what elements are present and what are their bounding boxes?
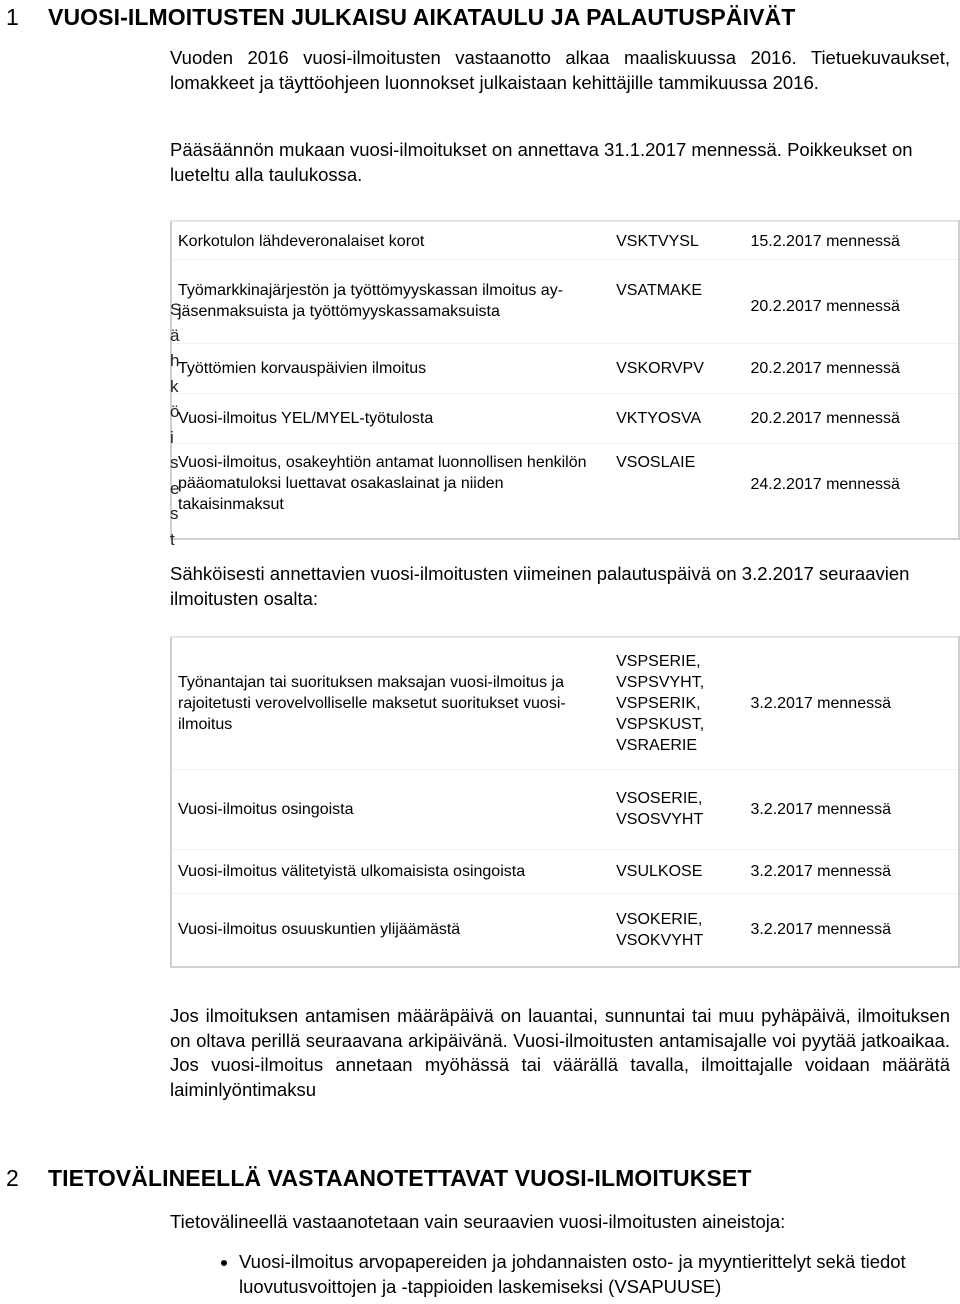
row-date: 3.2.2017 mennessä xyxy=(750,800,891,818)
medium-reports-list xyxy=(205,1250,960,1299)
intro-paragraph: Vuoden 2016 vuosi-ilmoitusten vastaanotto alkaa maaliskuussa 2016. Tietuekuvaukset, lomakkeet ja täyttöohjeen luonnokset julkaistaan kehittäjille tammikuussa 2016. xyxy=(170,47,950,93)
row-date: 24.2.2017 mennessä xyxy=(750,475,900,493)
section-1-heading xyxy=(6,4,956,31)
table-row xyxy=(171,221,959,259)
row-date: 20.2.2017 mennessä xyxy=(750,409,900,427)
row-date: 20.2.2017 mennessä xyxy=(750,297,900,315)
row-date: 3.2.2017 mennessä xyxy=(750,862,891,880)
section-number: 2 xyxy=(6,1165,19,1191)
table-row xyxy=(171,393,959,443)
row-date: 15.2.2017 mennessä xyxy=(750,233,900,250)
table-row xyxy=(171,893,959,967)
list-item: • Vuosi-ilmoitus arvopapereiden ja johdannaisten osto- ja myyntierittelyt sekä tiedot luovutusvoittojen ja -tappioiden laskemiseksi (VSAPUUSE) xyxy=(239,1250,960,1299)
row-code: VSATMAKE xyxy=(616,281,703,299)
row-description: Korkotulon lähdeveronalaiset korot xyxy=(178,233,425,250)
row-code: VSOSLAIE xyxy=(616,453,696,471)
rule-paragraph: Pääsäännön mukaan vuosi-ilmoitukset on annettava 31.1.2017 mennessä. Poikkeukset on lueteltu alla taulukossa. xyxy=(170,139,913,185)
section-title: TIETOVÄLINEELLÄ VASTAANOTETTAVAT VUOSI-ILMOITUKSET xyxy=(48,1165,752,1191)
row-description: Vuosi-ilmoitus YEL/MYEL-työtulosta xyxy=(178,409,434,427)
row-description: Vuosi-ilmoitus välitetyistä ulkomaisista osingoista xyxy=(178,862,526,880)
row-description: Vuosi-ilmoitus osuuskuntien ylijäämästä xyxy=(178,921,461,939)
table-row xyxy=(171,343,959,393)
row-code: VKTYOSVA xyxy=(616,409,702,427)
section-2-intro: Tietovälineellä vastaanotetaan vain seuraavien vuosi-ilmoitusten aineistoja: xyxy=(170,1211,786,1232)
row-code: VSKORVPV xyxy=(616,359,704,377)
row-date: 3.2.2017 mennessä xyxy=(750,694,891,712)
row-date: 3.2.2017 mennessä xyxy=(750,921,891,939)
table-row xyxy=(171,259,959,343)
row-codes: VSPSERIE, VSPSVYHT, VSPSERIK, VSPSKUST, VSRAERIE xyxy=(616,652,705,754)
electronic-deadline-paragraph: Sähköisesti annettavien vuosi-ilmoitusten viimeinen palautuspäivä on 3.2.2017 seuraavien ilmoitusten osalta: xyxy=(170,563,910,609)
table-row xyxy=(171,769,959,849)
section-2-heading xyxy=(6,1165,956,1192)
table-row xyxy=(171,849,959,893)
row-description: Työnantajan tai suorituksen maksajan vuosi-ilmoitus ja rajoitetusti verovelvolliselle maksetut suoritukset vuosi-ilmoitus xyxy=(178,673,566,733)
row-codes: VSOKERIE, VSOKVYHT xyxy=(616,910,704,949)
section-title: VUOSI-ILMOITUSTEN JULKAISU AIKATAULU JA PALAUTUSPÄIVÄT xyxy=(48,4,796,30)
section-number: 1 xyxy=(6,4,19,30)
row-code: VSKTVYSL xyxy=(616,233,699,250)
row-description: Työttömien korvauspäivien ilmoitus xyxy=(178,359,427,377)
table-row xyxy=(171,637,959,769)
row-date: 20.2.2017 mennessä xyxy=(750,359,900,377)
overlapping-side-text: S ä h k ö i s e s t xyxy=(170,300,182,549)
row-codes: VSOSERIE, VSOSVYHT xyxy=(616,790,704,828)
row-description: Työmarkkinajärjestön ja työttömyyskassan ilmoitus ay-jäsenmaksuista ja työttömyyskassamaksuista xyxy=(178,281,564,320)
row-description: Vuosi-ilmoitus osingoista xyxy=(178,800,354,818)
row-codes: VSULKOSE xyxy=(616,862,703,880)
exceptions-table xyxy=(170,220,960,540)
table-row xyxy=(171,443,959,539)
electronic-deadlines-table xyxy=(170,636,960,968)
row-description: Vuosi-ilmoitus, osakeyhtiön antamat luonnollisen henkilön pääomatuloksi luettavat osakaslainat ja niiden takaisinmaksut xyxy=(178,453,587,513)
holiday-paragraph: Jos ilmoituksen antamisen määräpäivä on lauantai, sunnuntai tai muu pyhäpäivä, ilmoituksen on oltava perillä seuraavana arkipäivänä. Vuosi-ilmoitusten antamisajalle voi pyytää jatkoaikaa. Jos vuosi-ilmoitus annetaan myöhässä tai väärällä tavalla, ilmoittajalle voidaan määrätä laiminlyöntimaksu xyxy=(170,1005,950,1100)
